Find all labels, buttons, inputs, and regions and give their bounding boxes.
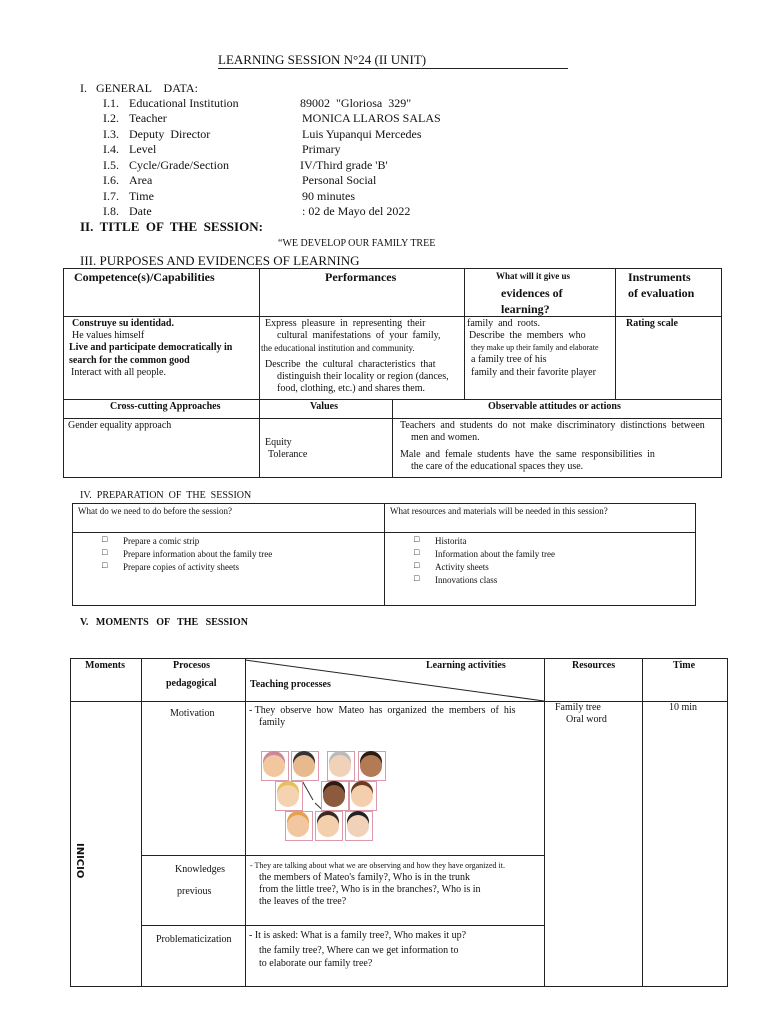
session-title-heading: II. TITLE OF THE SESSION:: [80, 219, 263, 234]
list-item: Prepare copies of activity sheets: [123, 562, 239, 572]
competence-text: Live and participate democratically in: [69, 342, 233, 353]
evidence-text: family and their favorite player: [471, 367, 596, 378]
col-attitudes: Observable attitudes or actions: [488, 401, 621, 412]
gd-num: I.7.: [103, 189, 119, 203]
list-item: Innovations class: [435, 575, 498, 585]
col-resources: Resources: [572, 660, 616, 671]
performance-text: Describe the cultural characteristics that: [265, 359, 436, 370]
page-title: LEARNING SESSION N°24 (II UNIT): [218, 52, 427, 67]
gd-num: I.8.: [103, 204, 119, 218]
preparation-heading: IV. PREPARATION OF THE SESSION: [80, 490, 252, 501]
moment-label: INICIO: [74, 843, 85, 879]
activity-text: - They are talking about what we are observing and how they have organized it.: [250, 861, 505, 870]
col-procesos: pedagogical: [166, 678, 217, 689]
gd-num: I.2.: [103, 111, 119, 125]
gd-num: I.5.: [103, 158, 119, 172]
col-values: Values: [310, 401, 338, 412]
resource-text: Oral word: [566, 714, 607, 725]
performance-text: food, clothing, etc.) and shares them.: [277, 383, 426, 394]
general-data-heading: I. GENERAL DATA:: [80, 81, 198, 95]
session-title-value: “WE DEVELOP OUR FAMILY TREE: [278, 238, 436, 249]
gd-label: Cycle/Grade/Section: [129, 158, 229, 172]
bullet-icon: □: [414, 547, 420, 557]
bullet-icon: □: [414, 534, 420, 544]
performance-text: distinguish their locality or region (dances,: [277, 371, 449, 382]
col-instruments: Instruments: [628, 270, 691, 284]
col-moments: Moments: [85, 660, 125, 671]
attitude-text: Male and female students have the same responsibilities in: [400, 449, 655, 460]
competence-text: Interact with all people.: [71, 367, 166, 378]
attitude-text: men and women.: [411, 432, 480, 443]
bullet-icon: □: [102, 560, 108, 570]
list-item: Historita: [435, 536, 467, 546]
list-item: Prepare a comic strip: [123, 536, 200, 546]
activity-text: to elaborate our family tree?: [259, 958, 373, 969]
gd-label: Time: [129, 189, 154, 203]
col-performances: Performances: [325, 270, 397, 284]
performance-text: Express pleasure in representing their: [265, 318, 426, 329]
value-text: Tolerance: [268, 449, 308, 460]
evidence-text: family and roots.: [467, 318, 541, 329]
activity-text: - It is asked: What is a family tree?, Who makes it up?: [249, 930, 467, 941]
value-text: Equity: [265, 437, 292, 448]
col-resources: What resources and materials will be needed in this session?: [390, 506, 608, 516]
gd-label: Teacher: [129, 111, 167, 125]
col-procesos: Procesos: [173, 660, 211, 671]
list-item: Activity sheets: [435, 562, 489, 572]
bullet-icon: □: [102, 534, 108, 544]
col-evidence: learning?: [501, 302, 550, 316]
instrument-text: Rating scale: [626, 318, 678, 329]
process-motivation: Motivation: [170, 708, 215, 719]
col-teaching: Teaching processes: [250, 679, 331, 690]
col-evidence: evidences of: [501, 286, 563, 300]
attitude-text: the care of the educational spaces they use.: [411, 461, 584, 472]
competence-text: search for the common good: [69, 355, 190, 366]
gd-value: : 02 de Mayo del 2022: [302, 204, 411, 218]
process-knowledges: previous: [177, 886, 212, 897]
activity-text: the leaves of the tree?: [259, 896, 347, 907]
title-underline: [218, 68, 568, 69]
list-item: Prepare information about the family tree: [123, 549, 273, 559]
time-text: 10 min: [669, 702, 698, 713]
gd-num: I.4.: [103, 142, 119, 156]
evidence-text: a family tree of his: [471, 354, 547, 365]
col-learning: Learning activities: [426, 660, 506, 671]
approach-text: Gender equality approach: [68, 420, 172, 431]
list-item: Information about the family tree: [435, 549, 555, 559]
gd-label: Level: [129, 142, 157, 156]
moments-heading: V. MOMENTS OF THE SESSION: [80, 617, 248, 628]
col-evidence: What will it give us: [496, 271, 571, 281]
competence-text: Construye su identidad.: [72, 318, 174, 329]
gd-value: Personal Social: [302, 173, 377, 187]
activity-text: from the little tree?, Who is in the branches?, Who is in: [259, 884, 481, 895]
activity-text: - They observe how Mateo has organized the members of his: [249, 705, 516, 716]
gd-value: IV/Third grade 'B': [300, 158, 388, 172]
evidence-text: Describe the members who: [469, 330, 586, 341]
col-before: What do we need to do before the session?: [78, 506, 232, 516]
gd-value: Luis Yupanqui Mercedes: [302, 127, 422, 141]
activity-text: the family tree?, Where can we get information to: [259, 945, 459, 956]
gd-label: Deputy Director: [129, 127, 211, 141]
resource-text: Family tree: [555, 702, 601, 713]
gd-num: I.3.: [103, 127, 119, 141]
activity-text: family: [259, 717, 286, 728]
col-competence: Competence(s)/Capabilities: [74, 270, 215, 284]
gd-value: 89002 "Gloriosa 329": [300, 96, 412, 110]
col-instruments: of evaluation: [628, 286, 695, 300]
gd-label: Date: [129, 204, 152, 218]
performance-text: cultural manifestations of your family,: [277, 330, 441, 341]
gd-value: MONICA LLAROS SALAS: [302, 111, 441, 125]
process-knowledges: Knowledges: [175, 864, 225, 875]
bullet-icon: □: [414, 573, 420, 583]
col-approaches: Cross-cutting Approaches: [110, 401, 221, 412]
evidence-text: they make up their family and elaborate: [471, 343, 599, 352]
competence-text: He values himself: [72, 330, 145, 341]
gd-label: Area: [129, 173, 153, 187]
gd-value: Primary: [302, 142, 341, 156]
gd-num: I.6.: [103, 173, 119, 187]
activity-text: the members of Mateo's family?, Who is in the trunk: [259, 872, 471, 883]
gd-label: Educational Institution: [129, 96, 239, 110]
gd-num: I.1.: [103, 96, 119, 110]
process-problematicization: Problematicization: [156, 934, 232, 945]
bullet-icon: □: [414, 560, 420, 570]
gd-value: 90 minutes: [302, 189, 355, 203]
bullet-icon: □: [102, 547, 108, 557]
performance-text: the educational institution and community.: [261, 343, 415, 353]
purposes-heading: III. PURPOSES AND EVIDENCES OF LEARNING: [80, 253, 360, 268]
col-time: Time: [673, 660, 696, 671]
attitude-text: Teachers and students do not make discriminatory distinctions between: [400, 420, 705, 431]
family-tree-illustration: [255, 745, 385, 843]
